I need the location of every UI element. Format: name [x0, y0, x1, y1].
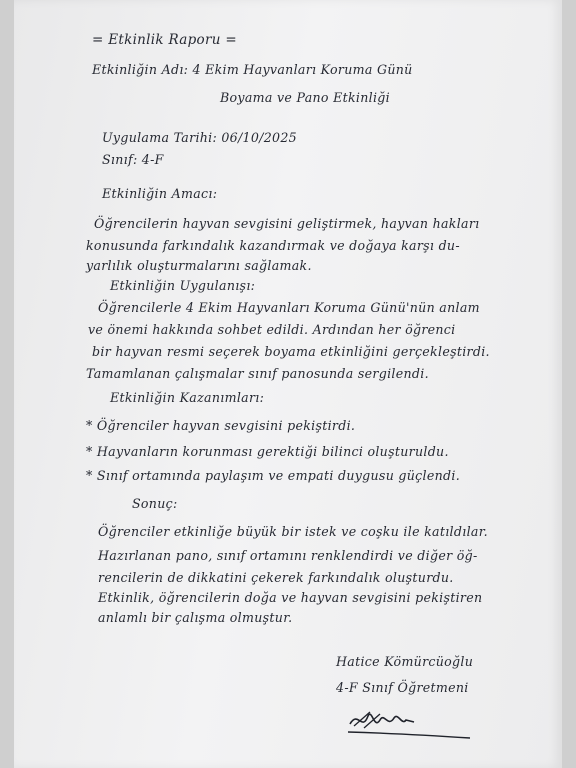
- result-heading: Sonuç:: [132, 496, 178, 511]
- teacher-title: 4-F Sınıf Öğretmeni: [336, 680, 469, 695]
- report-title: = Etkinlik Raporu =: [92, 32, 237, 48]
- handwritten-report-page: [14, 0, 562, 768]
- application-date: Uygulama Tarihi: 06/10/2025: [102, 130, 297, 145]
- application-line: bir hayvan resmi seçerek boyama etkinliğini gerçekleştirdi.: [92, 344, 490, 359]
- activity-name-line-1: Etkinliğin Adı: 4 Ekim Hayvanları Koruma Günü: [92, 62, 413, 77]
- application-line: Öğrencilerle 4 Ekim Hayvanları Koruma Günü'nün anlam: [98, 300, 480, 315]
- gains-heading: Etkinliğin Kazanımları:: [110, 390, 265, 405]
- purpose-heading: Etkinliğin Amacı:: [102, 186, 218, 201]
- handwritten-signature: [344, 702, 474, 742]
- class-info: Sınıf: 4-F: [102, 152, 164, 167]
- result-line: Hazırlanan pano, sınıf ortamını renklendirdi ve diğer öğ-: [98, 548, 478, 563]
- application-heading: Etkinliğin Uygulanışı:: [110, 278, 256, 293]
- purpose-line: konusunda farkındalık kazandırmak ve doğaya karşı du-: [86, 238, 460, 253]
- result-line: rencilerin de dikkatini çekerek farkındalık oluşturdu.: [98, 570, 454, 585]
- teacher-name: Hatice Kömürcüoğlu: [336, 654, 474, 669]
- result-line: anlamlı bir çalışma olmuştur.: [98, 610, 293, 625]
- activity-name-line-2: Boyama ve Pano Etkinliği: [220, 90, 390, 105]
- application-line: Tamamlanan çalışmalar sınıf panosunda sergilendi.: [86, 366, 429, 381]
- result-line: Öğrenciler etkinliğe büyük bir istek ve coşku ile katıldılar.: [98, 524, 488, 539]
- application-line: ve önemi hakkında sohbet edildi. Ardından her öğrenci: [88, 322, 456, 337]
- gain-item: * Sınıf ortamında paylaşım ve empati duygusu güçlendi.: [86, 468, 461, 483]
- purpose-line: yarlılık oluşturmalarını sağlamak.: [86, 258, 312, 273]
- gain-item: * Hayvanların korunması gerektiği bilinci oluşturuldu.: [86, 444, 449, 459]
- result-line: Etkinlik, öğrencilerin doğa ve hayvan sevgisini pekiştiren: [98, 590, 483, 605]
- gain-item: * Öğrenciler hayvan sevgisini pekiştirdi.: [86, 418, 356, 433]
- purpose-line: Öğrencilerin hayvan sevgisini geliştirmek, hayvan hakları: [94, 216, 480, 231]
